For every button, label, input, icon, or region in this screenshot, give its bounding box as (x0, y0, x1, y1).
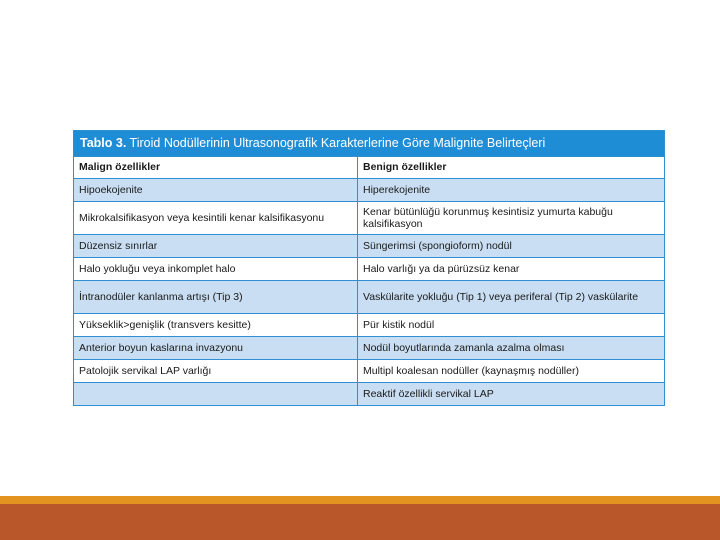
benign-cell: Süngerimsi (spongioform) nodül (363, 239, 512, 252)
header-malign: Malign özellikler (74, 157, 358, 178)
benign-cell: Multipl koalesan nodüller (kaynaşmış nodüller) (363, 364, 579, 377)
malign-cell: Halo yokluğu veya inkomplet halo (74, 258, 358, 280)
header-benign: Benign özellikler (363, 161, 447, 174)
table-row (74, 359, 664, 382)
malign-cell: Mikrokalsifikasyon veya kesintili kenar kalsifikasyonu (74, 202, 358, 234)
table-row (74, 201, 664, 234)
malign-cell: İntranodüler kanlanma artışı (Tip 3) (74, 281, 358, 313)
table-title (74, 131, 664, 156)
malignancy-table (73, 130, 665, 406)
malign-cell: Anterior boyun kaslarına invazyonu (74, 337, 358, 359)
benign-cell: Nodül boyutlarında zamanla azalma olması (363, 341, 565, 354)
table-row (74, 280, 664, 313)
table-title-bold: Tablo 3. (80, 136, 127, 150)
benign-cell: Halo varlığı ya da pürüzsüz kenar (363, 262, 520, 275)
footer-bar (0, 504, 720, 540)
footer-stripe (0, 496, 720, 504)
table-row (74, 336, 664, 359)
benign-cell: Hiperekojenite (363, 183, 431, 196)
benign-cell: Vaskülarite yokluğu (Tip 1) veya periferal (Tip 2) vaskülarite (363, 290, 639, 303)
benign-cell: Pür kistik nodül (363, 318, 435, 331)
malign-cell: Hipoekojenite (74, 179, 358, 201)
table-row (74, 234, 664, 257)
table-row (74, 257, 664, 280)
table-title-text: Tiroid Nodüllerinin Ultrasonografik Karakterlerine Göre Malignite Belirteçleri (126, 136, 546, 150)
malign-cell: Yükseklik>genişlik (transvers kesitte) (74, 314, 358, 336)
benign-cell: Reaktif özellikli servikal LAP (363, 387, 494, 400)
malign-cell (74, 383, 358, 405)
malign-cell: Düzensiz sınırlar (74, 235, 358, 257)
table-row (74, 382, 664, 405)
malign-cell: Patolojik servikal LAP varlığı (74, 360, 358, 382)
table-row (74, 178, 664, 201)
table-row (74, 313, 664, 336)
table-header-row (74, 156, 664, 178)
benign-cell: Kenar bütünlüğü korunmuş kesintisiz yumurta kabuğu kalsifikasyon (363, 205, 613, 230)
